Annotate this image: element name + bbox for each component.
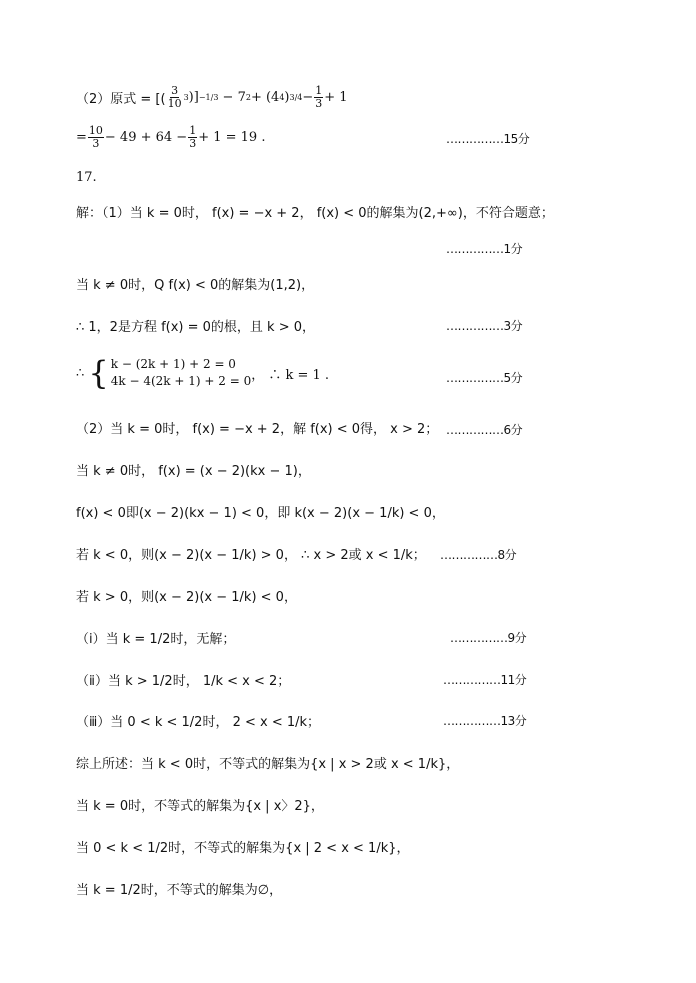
part2-line-2: 当 k ≠ 0时， f(x) = (x − 2)(kx − 1)， xyxy=(76,463,311,479)
score-mark-11: ……………11分 xyxy=(443,673,527,687)
equation-result: ， ∴ k = 1 . xyxy=(251,367,330,383)
solution-line-1: 解：（1）当 k = 0时， f(x) = −x + 2， f(x) < 0的解集为(2,+∞)，不符合题意； xyxy=(76,205,554,221)
case-ii: （ⅱ）当 k > 1/2时， 1/k < x < 2； xyxy=(76,673,291,689)
summary-line-3: 当 0 < k < 1/2时，不等式的解集为{x | 2 < x < 1/k}， xyxy=(76,840,410,856)
score-mark-9: ……………9分 xyxy=(450,631,527,645)
equation-2: 4k − 4(2k + 1) + 2 = 0 xyxy=(110,374,252,388)
solution-line-3: ∴ 1，2是方程 f(x) = 0的根，且 k > 0， xyxy=(76,319,316,335)
expression-line-2: = $\frac{10}{3}$ − 49 + 64 − $\frac{1}{3}$ + 1 = 19 . xyxy=(76,123,266,150)
equation-system: ∴ { k − (2k + 1) + 2 = 0 4k − 4(2k + 1) + 2 = 0 ， ∴ k = 1 . xyxy=(76,354,330,392)
score-mark-13: ……………13分 xyxy=(443,714,527,728)
part2-line-5: 若 k > 0，则(x − 2)(x − 1/k) < 0， xyxy=(76,589,297,605)
summary-line-4: 当 k = 1/2时，不等式的解集为∅， xyxy=(76,882,283,898)
part2-line-4: 若 k < 0，则(x − 2)(x − 1/k) > 0， ∴ x > 2或 x < 1/k； xyxy=(76,547,426,563)
score-mark-3: ……………3分 xyxy=(446,319,523,333)
score-mark-6: ……………6分 xyxy=(446,423,523,437)
solution-line-2: 当 k ≠ 0时，Q f(x) < 0的解集为(1,2)， xyxy=(76,277,315,293)
score-mark-8: ……………8分 xyxy=(440,548,517,562)
case-iii: （ⅲ）当 0 < k < 1/2时， 2 < x < 1/k； xyxy=(76,714,321,730)
part2-line-1: （2）当 k = 0时， f(x) = −x + 2，解 f(x) < 0得， x > 2； xyxy=(76,421,439,437)
score-mark-5: ……………5分 xyxy=(446,371,523,385)
summary-line-1: 综上所述：当 k < 0时，不等式的解集为{x | x > 2或 x < 1/k}， xyxy=(76,756,460,772)
part2-line-3: f(x) < 0即(x − 2)(kx − 1) < 0，即 k(x − 2)(x − 1/k) < 0， xyxy=(76,505,445,521)
problem-number: 17. xyxy=(76,169,97,185)
score-mark-15: ……………15分 xyxy=(446,132,530,146)
equation-1: k − (2k + 1) + 2 = 0 xyxy=(110,357,236,371)
score-mark-1: ……………1分 xyxy=(446,242,523,256)
summary-line-2: 当 k = 0时，不等式的解集为{x | x〉2}， xyxy=(76,798,324,814)
case-i: （ⅰ）当 k = 1/2时，无解； xyxy=(76,631,236,647)
expression-line-1: （2）原式 = [( $\frac{3}{10}$ 3 )] −1/3 − 7 2 + (4 4 ) 3/4 − $\frac{1}{3}$ + 1 xyxy=(76,83,348,110)
